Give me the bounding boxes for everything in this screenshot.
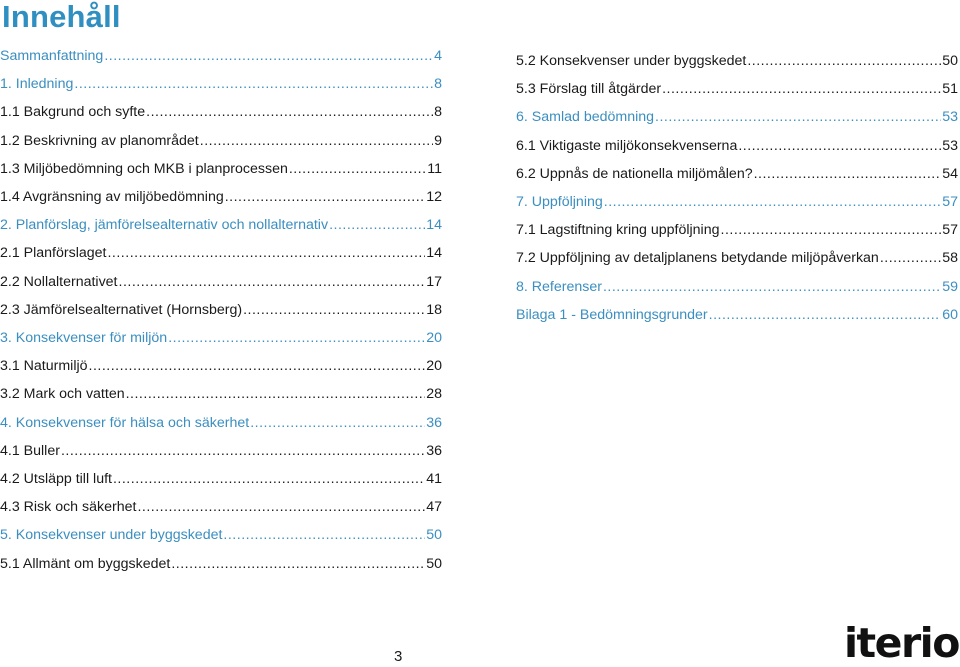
toc-entry-leader-dots xyxy=(329,213,425,237)
toc-entry[interactable] xyxy=(0,467,442,491)
toc-entry-leader-dots xyxy=(289,157,426,181)
toc-entry-leader-dots xyxy=(738,134,941,158)
toc-entry-page: 8 xyxy=(434,104,442,121)
toc-entry-page: 50 xyxy=(942,53,958,69)
toc-entry-leader-dots xyxy=(104,44,433,68)
toc-entry[interactable] xyxy=(0,270,442,294)
toc-entry[interactable] xyxy=(0,411,442,435)
page-number: 3 xyxy=(394,648,403,665)
toc-entry[interactable] xyxy=(516,162,958,186)
toc-entry-page: 57 xyxy=(942,194,958,210)
toc-entry-page: 36 xyxy=(426,442,442,459)
toc-entry-title: 1.2 Beskrivning av planområdet xyxy=(0,132,199,149)
toc-entry-page: 14 xyxy=(426,245,442,262)
toc-entry-leader-dots xyxy=(655,105,941,129)
toc-entry-leader-dots xyxy=(721,218,942,242)
toc-entry-title: Sammanfattning xyxy=(0,48,104,64)
toc-entry[interactable] xyxy=(0,298,442,322)
toc-entry-leader-dots xyxy=(126,382,426,406)
toc-entry-leader-dots xyxy=(747,49,941,73)
toc-entry-title: 6.2 Uppnås de nationella miljömålen? xyxy=(516,165,753,182)
page-title: Innehåll xyxy=(2,0,121,34)
toc-entry-title: 2.3 Jämförelsealternativet (Hornsberg) xyxy=(0,301,243,318)
toc-entry-title: 2. Planförslag, jämförelsealternativ och nollalternativ xyxy=(0,217,329,234)
toc-entry-page: 18 xyxy=(426,301,442,318)
toc-entry-title: 4.1 Buller xyxy=(0,442,60,459)
toc-entry[interactable] xyxy=(0,326,442,350)
toc-entry-leader-dots xyxy=(74,72,433,96)
toc-entry-page: 53 xyxy=(942,109,958,126)
toc-entry[interactable] xyxy=(0,439,442,463)
toc-entry-page: 28 xyxy=(426,386,442,403)
toc-entry-title: 3. Konsekvenser för miljön xyxy=(0,330,168,346)
toc-entry-page: 53 xyxy=(942,137,958,154)
toc-entry-leader-dots xyxy=(146,100,433,124)
toc-entry-leader-dots xyxy=(754,162,942,186)
toc-entry[interactable] xyxy=(516,49,958,73)
toc-entry-leader-dots xyxy=(880,246,941,270)
toc-entry[interactable] xyxy=(0,241,442,265)
toc-entry-title: 2.1 Planförslaget xyxy=(0,245,107,262)
toc-entry-page: 20 xyxy=(426,358,442,375)
toc-entry-page: 60 xyxy=(942,306,958,323)
toc-entry[interactable] xyxy=(0,185,442,209)
toc-entry-title: 3.2 Mark och vatten xyxy=(0,386,125,403)
toc-entry-title: 4.3 Risk och säkerhet xyxy=(0,499,137,516)
toc-entry-page: 17 xyxy=(426,273,442,290)
toc-entry-leader-dots xyxy=(223,523,425,547)
toc-entry[interactable] xyxy=(0,213,442,237)
toc-entry-page: 59 xyxy=(942,278,958,295)
toc-entry[interactable] xyxy=(0,44,442,68)
toc-entry-title: 6. Samlad bedömning xyxy=(516,109,655,126)
toc-entry-page: 9 xyxy=(434,132,442,149)
toc-entry[interactable] xyxy=(516,246,958,270)
toc-entry-leader-dots xyxy=(603,275,941,299)
toc-entry-title: 1.3 Miljöbedömning och MKB i planprocessen xyxy=(0,160,288,177)
toc-entry-title: 5.2 Konsekvenser under byggskedet xyxy=(516,53,747,69)
toc-entry[interactable] xyxy=(516,77,958,101)
toc-entry-leader-dots xyxy=(89,354,426,378)
toc-entry-leader-dots xyxy=(250,411,425,435)
toc-entry-title: 7.1 Lagstiftning kring uppföljning xyxy=(516,222,720,239)
toc-entry[interactable] xyxy=(516,303,958,327)
toc-entry-page: 50 xyxy=(426,555,442,572)
toc-entry-page: 36 xyxy=(426,414,442,431)
toc-entry-leader-dots xyxy=(119,270,426,294)
toc-entry-leader-dots xyxy=(604,190,941,214)
toc-entry-page: 54 xyxy=(942,165,958,182)
toc-entry-page: 47 xyxy=(426,499,442,516)
toc-entry-title: 1.4 Avgränsning av miljöbedömning xyxy=(0,189,224,205)
toc-entry[interactable] xyxy=(0,382,442,406)
toc-entry[interactable] xyxy=(516,218,958,242)
toc-entry-page: 8 xyxy=(434,76,442,93)
toc-entry-leader-dots xyxy=(225,185,425,209)
toc-entry-title: 2.2 Nollalternativet xyxy=(0,273,118,290)
toc-entry-leader-dots xyxy=(662,77,941,101)
toc-entry[interactable] xyxy=(0,523,442,547)
toc-entry-title: 7.2 Uppföljning av detaljplanens betydande miljöpåverkan xyxy=(516,250,879,267)
toc-entry-page: 58 xyxy=(942,250,958,267)
toc-entry-title: 1.1 Bakgrund och syfte xyxy=(0,104,146,121)
toc-entry-leader-dots xyxy=(137,495,425,519)
toc-entry-leader-dots xyxy=(171,552,425,576)
toc-entry-leader-dots xyxy=(243,298,425,322)
toc-entry-title: Bilaga 1 - Bedömningsgrunder xyxy=(516,306,708,323)
toc-entry-page: 11 xyxy=(427,160,442,177)
toc-entry-page: 57 xyxy=(942,222,958,239)
toc-entry[interactable] xyxy=(0,495,442,519)
toc-entry[interactable] xyxy=(516,190,958,214)
toc-entry-title: 5.1 Allmänt om byggskedet xyxy=(0,555,171,572)
toc-entry-leader-dots xyxy=(168,326,425,350)
toc-entry-title: 1. Inledning xyxy=(0,76,74,93)
toc-entry[interactable] xyxy=(0,157,442,181)
toc-entry[interactable] xyxy=(516,105,958,129)
toc-entry-leader-dots xyxy=(200,129,433,153)
toc-entry-leader-dots xyxy=(709,303,942,327)
toc-entry-title: 8. Referenser xyxy=(516,278,602,295)
toc-entry-page: 51 xyxy=(942,81,958,98)
toc-entry-leader-dots xyxy=(107,241,425,265)
toc-entry-leader-dots xyxy=(61,439,425,463)
toc-entry-page: 12 xyxy=(426,189,442,205)
toc-entry-title: 6.1 Viktigaste miljökonsekvenserna xyxy=(516,137,738,154)
toc-entry-title: 5. Konsekvenser under byggskedet xyxy=(0,527,223,544)
toc-entry-page: 4 xyxy=(434,48,442,64)
toc-entry-title: 3.1 Naturmiljö xyxy=(0,358,88,375)
toc-entry[interactable] xyxy=(516,134,958,158)
toc-entry[interactable] xyxy=(0,100,442,124)
toc-entry[interactable] xyxy=(0,72,442,96)
toc-entry-title: 5.3 Förslag till åtgärder xyxy=(516,81,662,98)
toc-entry-page: 41 xyxy=(426,471,442,487)
toc-entry[interactable] xyxy=(0,354,442,378)
toc-entry-title: 4.2 Utsläpp till luft xyxy=(0,471,112,487)
toc-entry-leader-dots xyxy=(113,467,425,491)
toc-entry[interactable] xyxy=(0,129,442,153)
toc-entry-page: 20 xyxy=(426,330,442,346)
toc-entry[interactable] xyxy=(0,552,442,576)
toc-entry-title: 7. Uppföljning xyxy=(516,194,603,210)
toc-entry-page: 14 xyxy=(426,217,442,234)
iterio-logo: iterio xyxy=(844,619,959,667)
toc-entry[interactable] xyxy=(516,275,958,299)
toc-entry-page: 50 xyxy=(426,527,442,544)
toc-entry-title: 4. Konsekvenser för hälsa och säkerhet xyxy=(0,414,250,431)
